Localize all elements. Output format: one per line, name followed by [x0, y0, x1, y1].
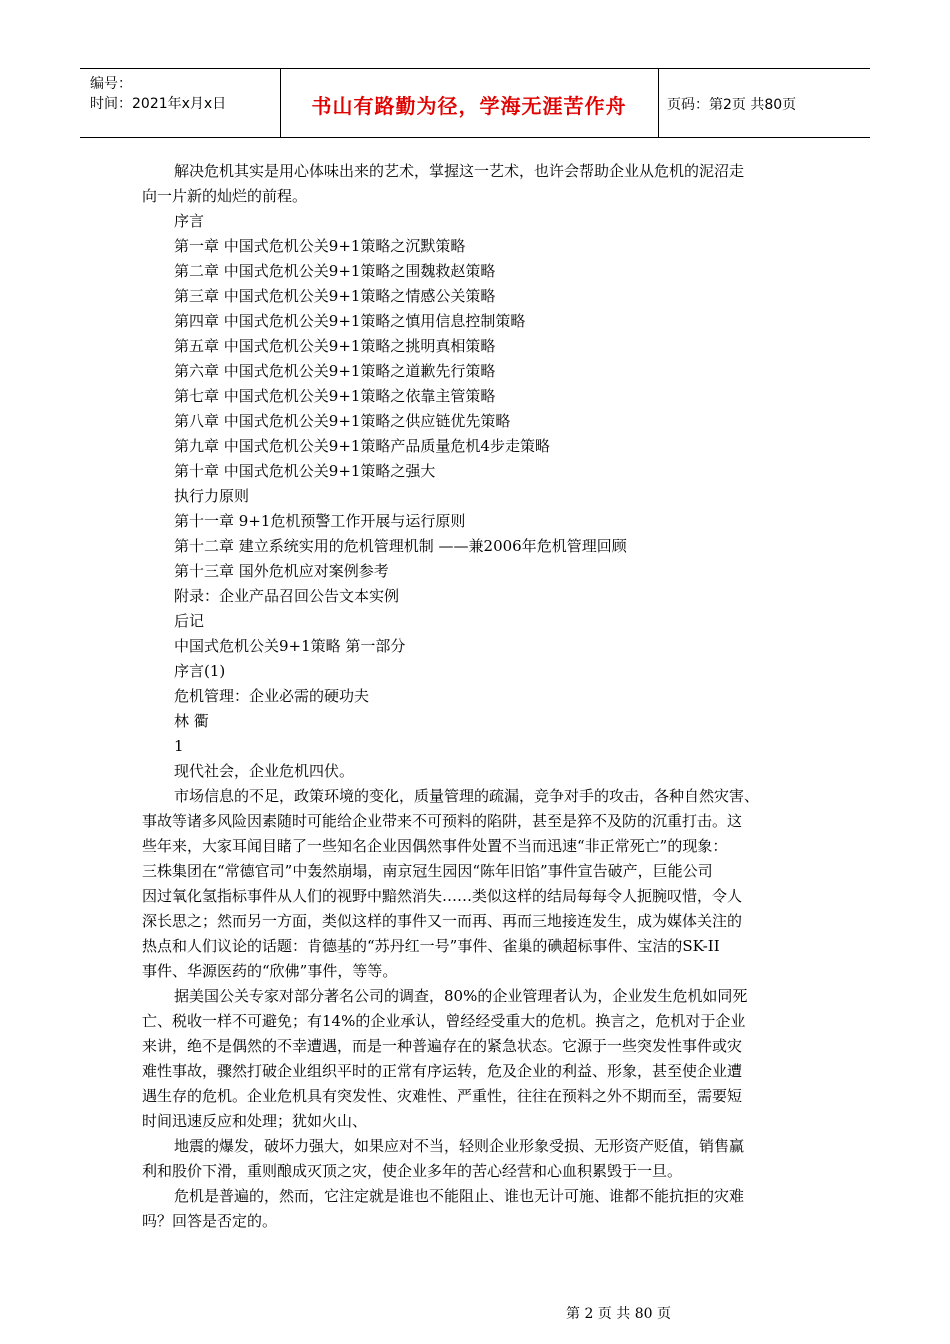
body-line: 深长思之；然而另一方面，类似这样的事件又一而再、再而三地接连发生，成为媒体关注的 [142, 912, 743, 930]
body-line: 亡、税收一样不可避免；有14%的企业承认，曾经经受重大的危机。换言之，危机对于企业 [142, 1012, 746, 1030]
toc-line: 第四章 中国式危机公关9+1策略之慎用信息控制策略 [174, 312, 526, 330]
toc-line: 第十二章 建立系统实用的危机管理机制 ——兼2006年危机管理回顾 [174, 537, 627, 555]
body-line: 向一片新的灿烂的前程。 [142, 187, 308, 205]
body-line: 时间迅速反应和处理；犹如火山、 [142, 1112, 368, 1130]
author-name: 林 衢 [174, 712, 209, 730]
header-motto-cell [280, 69, 659, 137]
body-line: 解决危机其实是用心体味出来的艺术，掌握这一艺术，也许会帮助企业从危机的泥沼走 [174, 162, 745, 180]
body-line: 遇生存的危机。企业危机具有突发性、灾难性、严重性，往往在预料之外不期而至，需要短 [142, 1087, 743, 1105]
toc-line: 第六章 中国式危机公关9+1策略之道歉先行策略 [174, 362, 496, 380]
section-number: 1 [174, 737, 184, 755]
header-motto: 书山有路勤为径，学海无涯苦作舟 [311, 94, 627, 118]
body-line: 因过氧化氢指标事件从人们的视野中黯然消失……类似这样的结局每每令人扼腕叹惜，令人 [142, 887, 743, 905]
toc-line: 第十一章 9+1危机预警工作开展与运行原则 [174, 512, 466, 530]
document-number-label: 编号： [90, 76, 132, 92]
page-footer: 第 2 页 共 80 页 [566, 1306, 671, 1322]
toc-line: 执行力原则 [174, 487, 250, 505]
header-page-cell [659, 69, 870, 137]
toc-line: 第一章 中国式危机公关9+1策略之沉默策略 [174, 237, 466, 255]
section-title: 危机管理：企业必需的硬功夫 [174, 687, 370, 705]
body-line: 市场信息的不足，政策环境的变化，质量管理的疏漏，竞争对手的攻击，各种自然灾害、 [174, 787, 760, 805]
body-line: 利和股价下滑，重则酿成灭顶之灾，使企业多年的苦心经营和心血积累毁于一旦。 [142, 1162, 683, 1180]
body-line: 事件、华源医药的“欣佛”事件，等等。 [142, 962, 398, 980]
body-line: 据美国公关专家对部分著名公司的调查，80%的企业管理者认为，企业发生危机如同死 [174, 987, 748, 1005]
toc-line: 第十章 中国式危机公关9+1策略之强大 [174, 462, 436, 480]
toc-line: 第八章 中国式危机公关9+1策略之供应链优先策略 [174, 412, 511, 430]
toc-line: 第三章 中国式危机公关9+1策略之情感公关策略 [174, 287, 496, 305]
toc-line: 序言 [174, 212, 205, 230]
body-line: 难性事故，骤然打破企业组织平时的正常有序运转，危及企业的利益、形象，甚至使企业遭 [142, 1062, 743, 1080]
toc-line: 第五章 中国式危机公关9+1策略之挑明真相策略 [174, 337, 496, 355]
body-line: 现代社会，企业危机四伏。 [174, 762, 355, 780]
toc-line: 后记 [174, 612, 205, 630]
page-header [80, 68, 870, 138]
toc-line: 第七章 中国式危机公关9+1策略之依靠主管策略 [174, 387, 496, 405]
body-line: 事故等诸多风险因素随时可能给企业带来不可预料的陷阱，甚至是猝不及防的沉重打击。这 [142, 812, 743, 830]
header-page-info: 页码：第2页 共80页 [667, 97, 797, 113]
section-title: 序言(1) [174, 662, 226, 680]
body-line: 来讲，绝不是偶然的不幸遭遇，而是一种普遍存在的紧急状态。它源于一些突发性事件或灾 [142, 1037, 743, 1055]
toc-line: 附录：企业产品召回公告文本实例 [174, 587, 400, 605]
body-line: 危机是普遍的，然而，它注定就是谁也不能阻止、谁也无计可施、谁都不能抗拒的灾难 [174, 1187, 745, 1205]
body-line: 些年来，大家耳闻目睹了一些知名企业因偶然事件处置不当而迅速“非正常死亡”的现象： [142, 837, 728, 855]
toc-line: 第十三章 国外危机应对案例参考 [174, 562, 389, 580]
toc-line: 第九章 中国式危机公关9+1策略产品质量危机4步走策略 [174, 437, 550, 455]
section-title: 中国式危机公关9+1策略 第一部分 [174, 637, 406, 655]
header-left-cell [80, 69, 281, 137]
toc-line: 第二章 中国式危机公关9+1策略之围魏救赵策略 [174, 262, 496, 280]
document-date: 时间：2021年x月x日 [90, 96, 227, 112]
body-line: 三株集团在“常德官司”中轰然崩塌，南京冠生园因“陈年旧馅”事件宣告破产，巨能公司 [142, 862, 713, 880]
body-line: 地震的爆发，破坏力强大，如果应对不当，轻则企业形象受损、无形资产贬值，销售赢 [174, 1137, 745, 1155]
body-line: 吗？回答是否定的。 [142, 1212, 278, 1230]
body-line: 热点和人们议论的话题：肯德基的“苏丹红一号”事件、雀巢的碘超标事件、宝洁的SK-II [142, 937, 720, 955]
